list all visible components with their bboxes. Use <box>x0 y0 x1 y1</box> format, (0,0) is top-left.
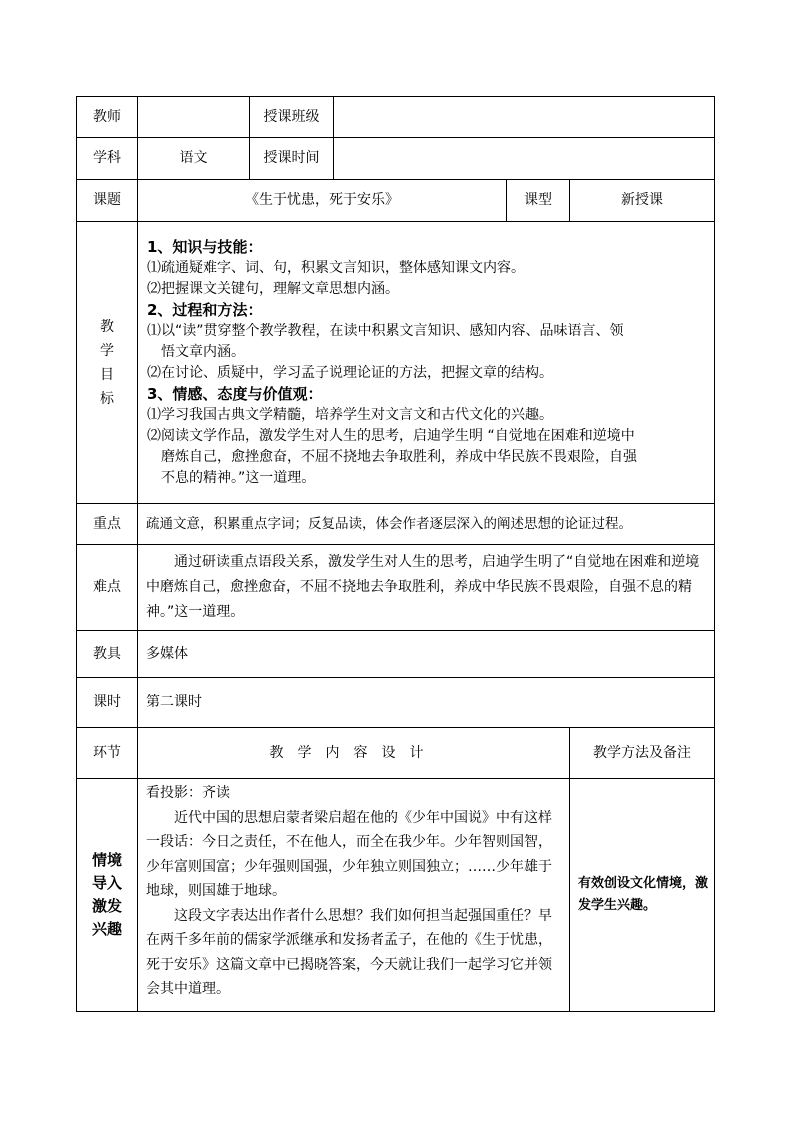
time-value <box>334 138 715 180</box>
period-value: 第二课时 <box>138 678 715 728</box>
content-design-header: 教学内容设计 <box>138 728 570 779</box>
class-value <box>334 97 715 138</box>
goal-item: ⑴学习我国古典文学精髓，培养学生对文言文和古代文化的兴趣。 <box>147 406 553 423</box>
goal-section-title: 3、情感、态度与价值观： <box>147 384 323 403</box>
row-subject <box>77 138 715 180</box>
topic-value: 《生于忧患，死于安乐》 <box>138 180 507 222</box>
goal-item: ⑵把握课文关键句，理解文章思想内涵。 <box>147 280 399 297</box>
row-intro <box>77 779 715 1012</box>
goal-item: ⑵阅读文学作品，激发学生对人生的思考，启迪学生明 “自觉地在困难和逆境中 <box>147 427 635 444</box>
row-goals <box>77 222 715 504</box>
teacher-value <box>138 97 250 138</box>
row-period <box>77 678 715 728</box>
tools-value: 多媒体 <box>138 631 715 678</box>
lesson-type-value: 新授课 <box>570 180 715 222</box>
difficulty-label: 难点 <box>77 545 138 631</box>
subject-label: 学科 <box>77 138 138 180</box>
intro-method-note: 有效创设文化情境，激发学生兴趣。 <box>570 779 715 1012</box>
goal-item: ⑴疏通疑难字、词、句，积累文言知识，整体感知课文内容。 <box>147 259 525 276</box>
goals-label <box>77 222 138 504</box>
goal-item-cont: 悟文章内涵。 <box>161 343 245 360</box>
goal-item-cont: 磨炼自己，愈挫愈奋，不屈不挠地去争取胜利，养成中华民族不畏艰险，自强 <box>161 448 637 465</box>
key-points-label: 重点 <box>77 504 138 545</box>
row-design-header <box>77 728 715 779</box>
intro-paragraph: 这段文字表达出作者什么思想？我们如何担当起强国重任？早在两千多年前的儒家学派继承和发扬者孟子，在他的《生于忧患，死于安乐》这篇文章中已揭晓答案，今天就让我们一起学习它并领会其中道理。 <box>146 907 552 997</box>
goals-label-char: 教 <box>100 318 114 335</box>
goal-section-title: 2、过程和方法： <box>147 300 263 319</box>
stage-header: 环节 <box>77 728 138 779</box>
goal-section-title: 1、知识与技能： <box>147 237 263 256</box>
intro-line: 看投影：齐读 <box>146 785 230 801</box>
row-topic <box>77 180 715 222</box>
teacher-label: 教师 <box>77 97 138 138</box>
intro-stage-label <box>77 779 138 1012</box>
lesson-type-label: 课型 <box>507 180 570 222</box>
period-label: 课时 <box>77 678 138 728</box>
stage-label-line: 导入 <box>91 874 122 892</box>
method-header: 教学方法及备注 <box>570 728 715 779</box>
goal-item: ⑵在讨论、质疑中，学习孟子说理论证的方法，把握文章的结构。 <box>147 364 553 381</box>
row-difficulty <box>77 545 715 631</box>
stage-label-line: 情境 <box>91 851 122 869</box>
goal-item: ⑴以“读”贯穿整个教学教程，在读中积累文言知识、感知内容、品味语言、领 <box>147 322 624 339</box>
difficulty-value: 通过研读重点语段关系，激发学生对人生的思考，启迪学生明了“自觉地在困难和逆境中磨炼自己，愈挫愈奋，不屈不挠地去争取胜利，养成中华民族不畏艰险，自强不息的精神。”这一道理。 <box>138 545 715 631</box>
intro-paragraph: 近代中国的思想启蒙者梁启超在他的《少年中国说》中有这样一段话：今日之责任，不在他人，而全在我少年。少年智则国智，少年富则国富；少年强则国强，少年独立则国独立；……少年雄于地球，则国雄于地球。 <box>146 809 552 899</box>
subject-value: 语文 <box>138 138 250 180</box>
goals-label-char: 目 <box>100 366 114 383</box>
time-label: 授课时间 <box>250 138 334 180</box>
row-tools <box>77 631 715 678</box>
row-teacher <box>77 97 715 138</box>
goal-item-cont: 不息的精神。”这一道理。 <box>161 469 316 486</box>
class-label: 授课班级 <box>250 97 334 138</box>
goals-label-char: 学 <box>100 342 114 359</box>
goals-content <box>138 222 715 504</box>
stage-label-line: 激发 <box>91 897 122 915</box>
goals-label-char: 标 <box>100 390 114 407</box>
row-key-points <box>77 504 715 545</box>
intro-content <box>138 779 570 1012</box>
lesson-plan-table <box>76 96 715 1012</box>
key-points-value: 疏通文意，积累重点字词；反复品读，体会作者逐层深入的阐述思想的论证过程。 <box>138 504 715 545</box>
tools-label: 教具 <box>77 631 138 678</box>
topic-label: 课题 <box>77 180 138 222</box>
stage-label-line: 兴趣 <box>91 920 122 938</box>
